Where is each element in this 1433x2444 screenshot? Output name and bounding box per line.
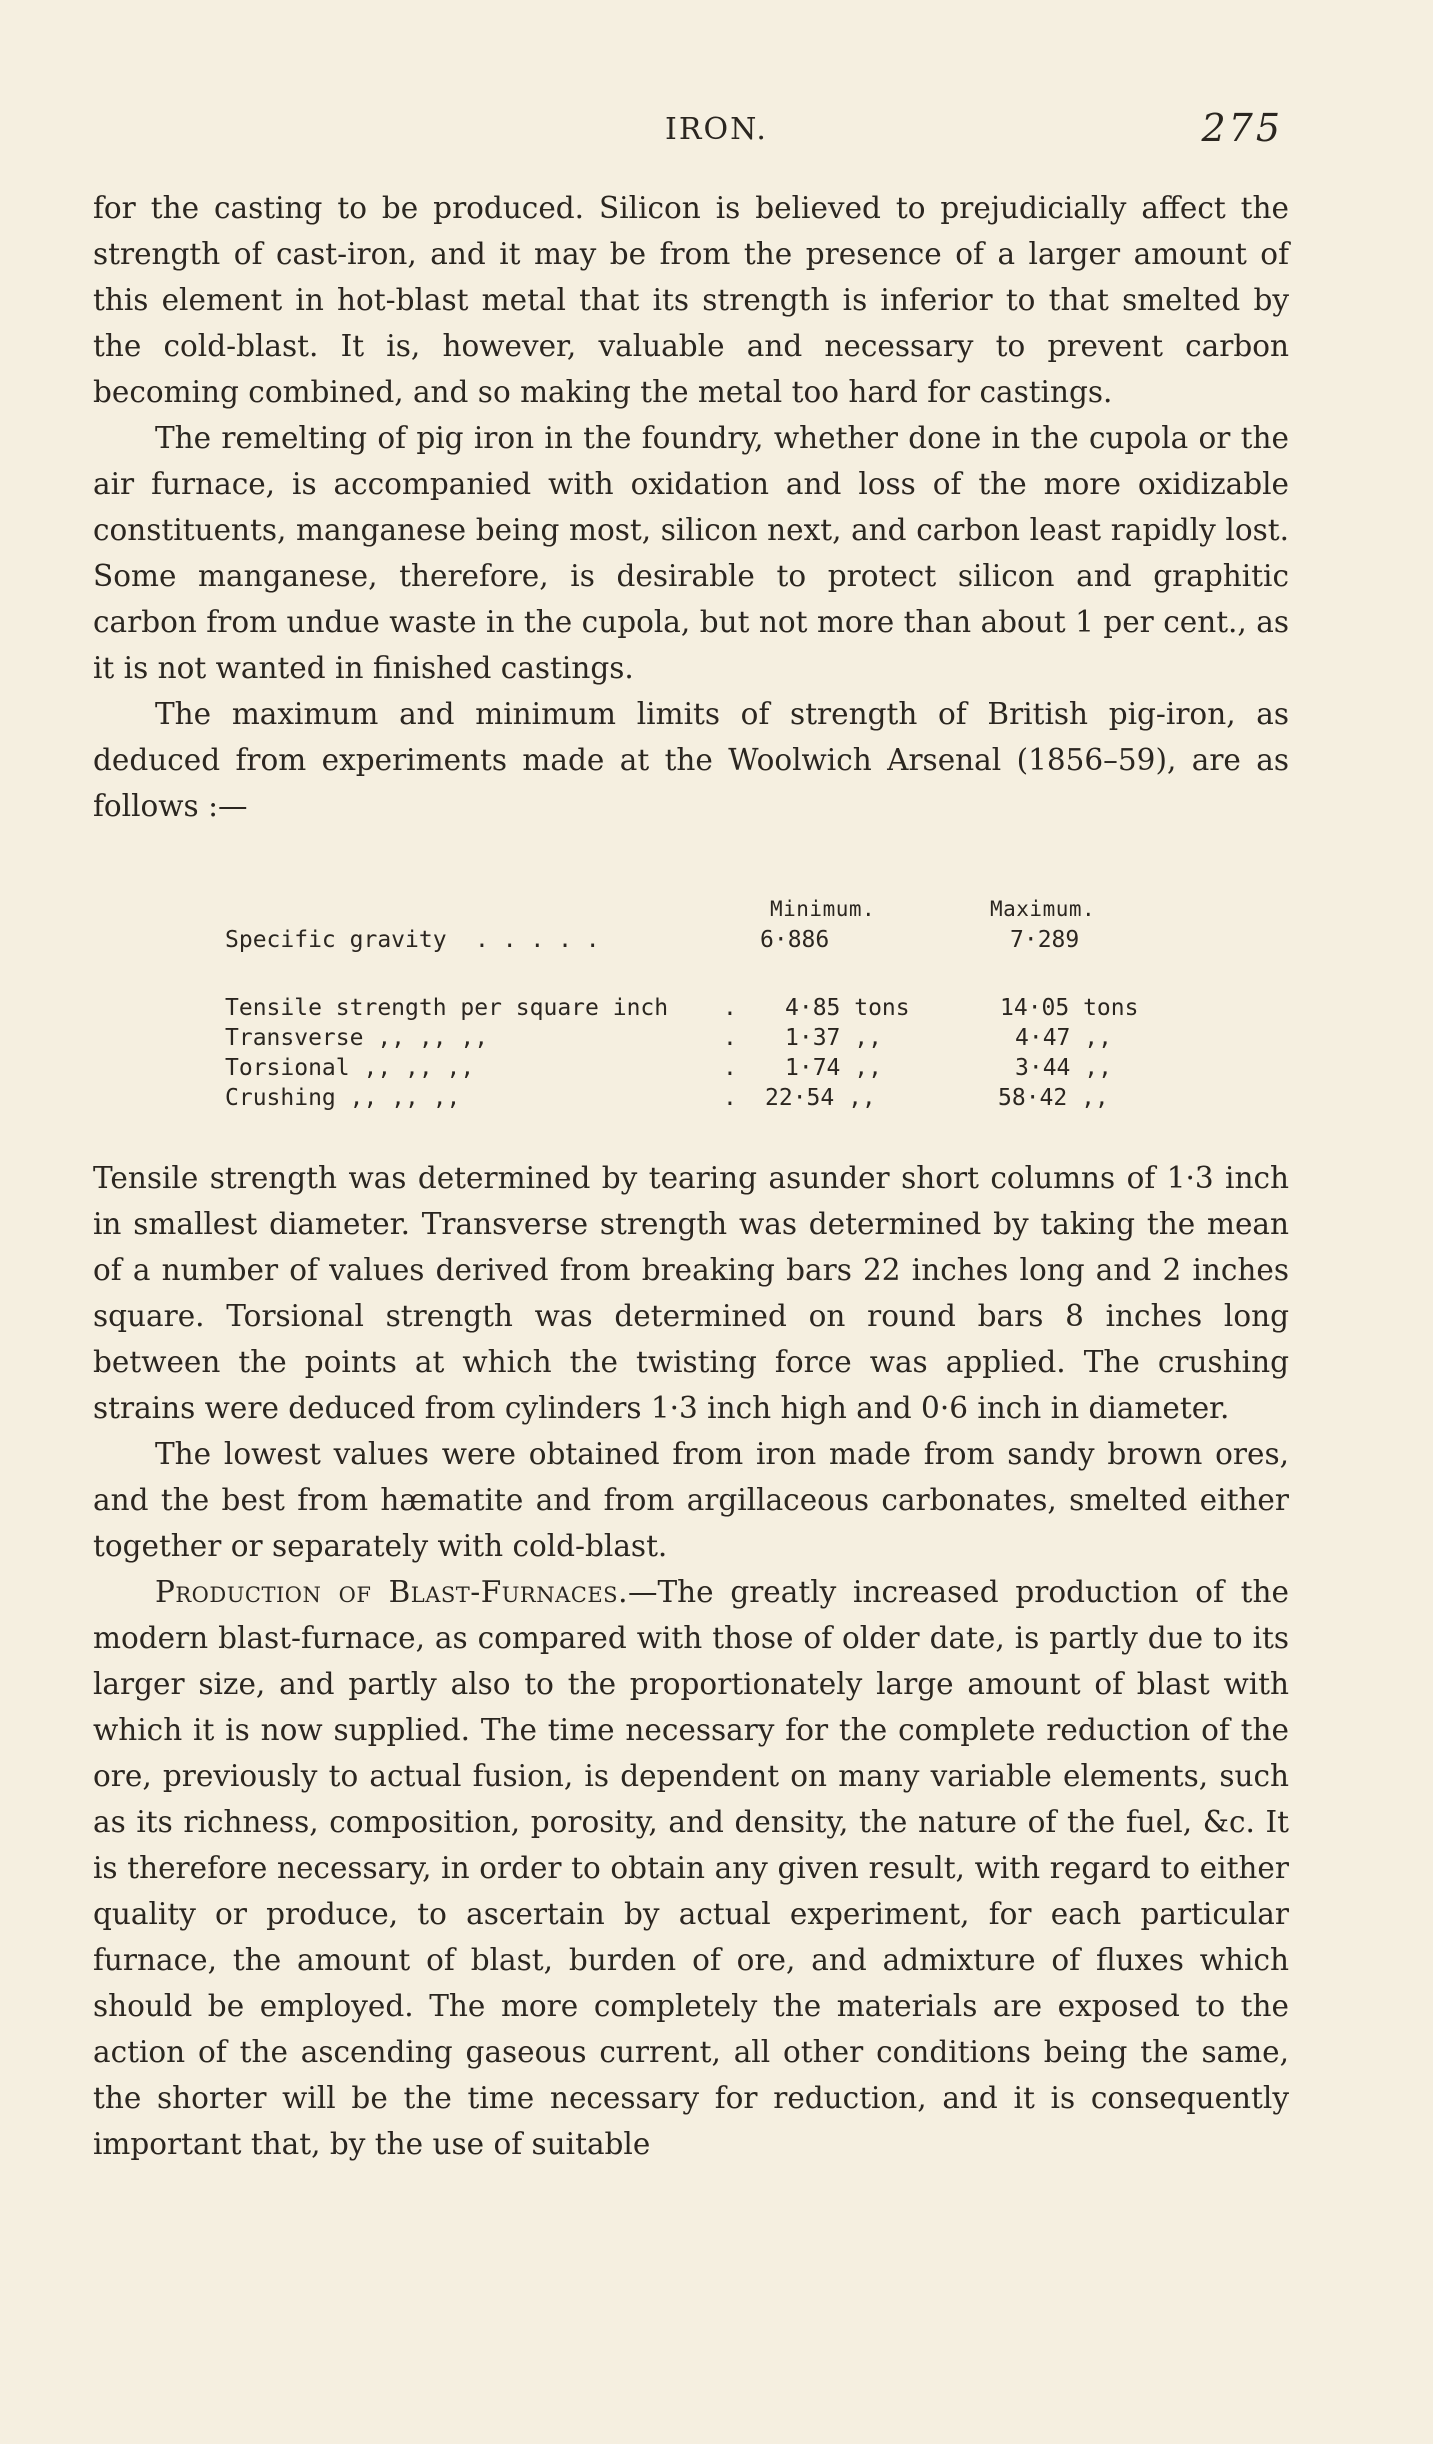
column-header-minimum: Minimum. bbox=[770, 897, 876, 921]
row-label: Tensile strength per square inch bbox=[225, 995, 669, 1021]
table-row bbox=[225, 1025, 1225, 1055]
section-paragraph bbox=[93, 1569, 1289, 2167]
page-number: 275 bbox=[1201, 106, 1283, 150]
paragraph: Tensile strength was determined by tearing asunder short columns of 1·3 inch in smallest diameter. Transverse strength was determined by taking the mean of a number of values derived from breaking bars 22 inches long and 2 inches square. Torsional strength was determined on round bars 8 inches long between the points at which the twisting force was applied. The crushing strains were deduced from cylinders 1·3 inch high and 0·6 inch in diameter. bbox=[93, 1161, 1289, 1425]
row-minimum: 4·85 tons bbox=[785, 995, 910, 1021]
paragraph: The remelting of pig iron in the foundry, whether done in the cupola or the air furnace, is accompanied with oxidation and loss of the more oxidizable constituents, manganese being most, silicon next, and carbon least rapidly lost. Some manganese, therefore, is desirable to protect silicon and graphitic carbon from undue waste in the cupola, but not more than about 1 per cent., as it is not wanted in finished castings. bbox=[93, 421, 1289, 685]
row-minimum: 1·74 ,, bbox=[785, 1055, 882, 1081]
table-row bbox=[225, 1055, 1225, 1085]
page-header bbox=[0, 106, 1433, 172]
row-leader: . . . . . bbox=[475, 927, 600, 953]
section-text: —The greatly increased production of the modern blast-furnace, as compared with those of older date, is partly due to its larger size, and partly also to the proportionately large amount of blast with which it is now supplied. The time necessary for the complete reduction of the ore, previously to actual fusion, is dependent on many variable elements, such as its richness, composition, porosity, and density, the nature of the fuel, &c. It is therefore necessary, in order to obtain any given result, with regard to either quality or produce, to ascertain by actual experiment, for each particular furnace, the amount of blast, burden of ore, and admixture of fluxes which should be employed. The more completely the materials are exposed to the action of the ascending gaseous current, all other conditions being the same, the shorter will be the time necessary for reduction, and it is consequently important that, by the use of suitable bbox=[93, 1575, 1289, 2161]
table-row bbox=[225, 1085, 1225, 1115]
body-text-bottom bbox=[93, 1155, 1289, 2167]
paragraph: The maximum and minimum limits of strength of British pig-iron, as deduced from experiments made at the Woolwich Arsenal (1856–59), are as follows :— bbox=[93, 697, 1289, 823]
row-label: Torsional ,, ,, ,, bbox=[225, 1055, 475, 1081]
row-maximum: 4·47 ,, bbox=[1015, 1025, 1112, 1051]
row-maximum: 3·44 ,, bbox=[1015, 1055, 1112, 1081]
row-maximum: 58·42 ,, bbox=[998, 1085, 1109, 1111]
row-minimum: 6·886 bbox=[760, 927, 830, 953]
row-maximum: 7·289 bbox=[1010, 927, 1080, 953]
row-leader: . bbox=[723, 995, 737, 1021]
row-minimum: 22·54 ,, bbox=[765, 1085, 876, 1111]
paragraph: The lowest values were obtained from iron made from sandy brown ores, and the best from hæmatite and from argillaceous carbonates, smelted either together or separately with cold-blast. bbox=[93, 1437, 1289, 1563]
row-leader: . bbox=[723, 1055, 737, 1081]
row-leader: . bbox=[723, 1025, 737, 1051]
section-heading: Production of Blast-Furnaces. bbox=[155, 1575, 628, 1609]
column-header-maximum: Maximum. bbox=[990, 897, 1096, 921]
running-title: IRON. bbox=[665, 112, 768, 147]
row-leader: . bbox=[723, 1085, 737, 1111]
row-label: Transverse ,, ,, ,, bbox=[225, 1025, 489, 1051]
row-maximum: 14·05 tons bbox=[1000, 995, 1139, 1021]
table-row bbox=[225, 927, 1225, 957]
row-label: Crushing ,, ,, ,, bbox=[225, 1085, 461, 1111]
table-row bbox=[225, 995, 1225, 1025]
paragraph: for the casting to be produced. Silicon is believed to prejudicially affect the strength of cast-iron, and it may be from the presence of a larger amount of this element in hot-blast metal that its strength is inferior to that smelted by the cold-blast. It is, however, valuable and necessary to prevent carbon becoming combined, and so making the metal too hard for castings. bbox=[93, 191, 1289, 409]
body-text-top bbox=[93, 185, 1289, 829]
row-minimum: 1·37 ,, bbox=[785, 1025, 882, 1051]
row-label: Specific gravity bbox=[225, 927, 447, 953]
